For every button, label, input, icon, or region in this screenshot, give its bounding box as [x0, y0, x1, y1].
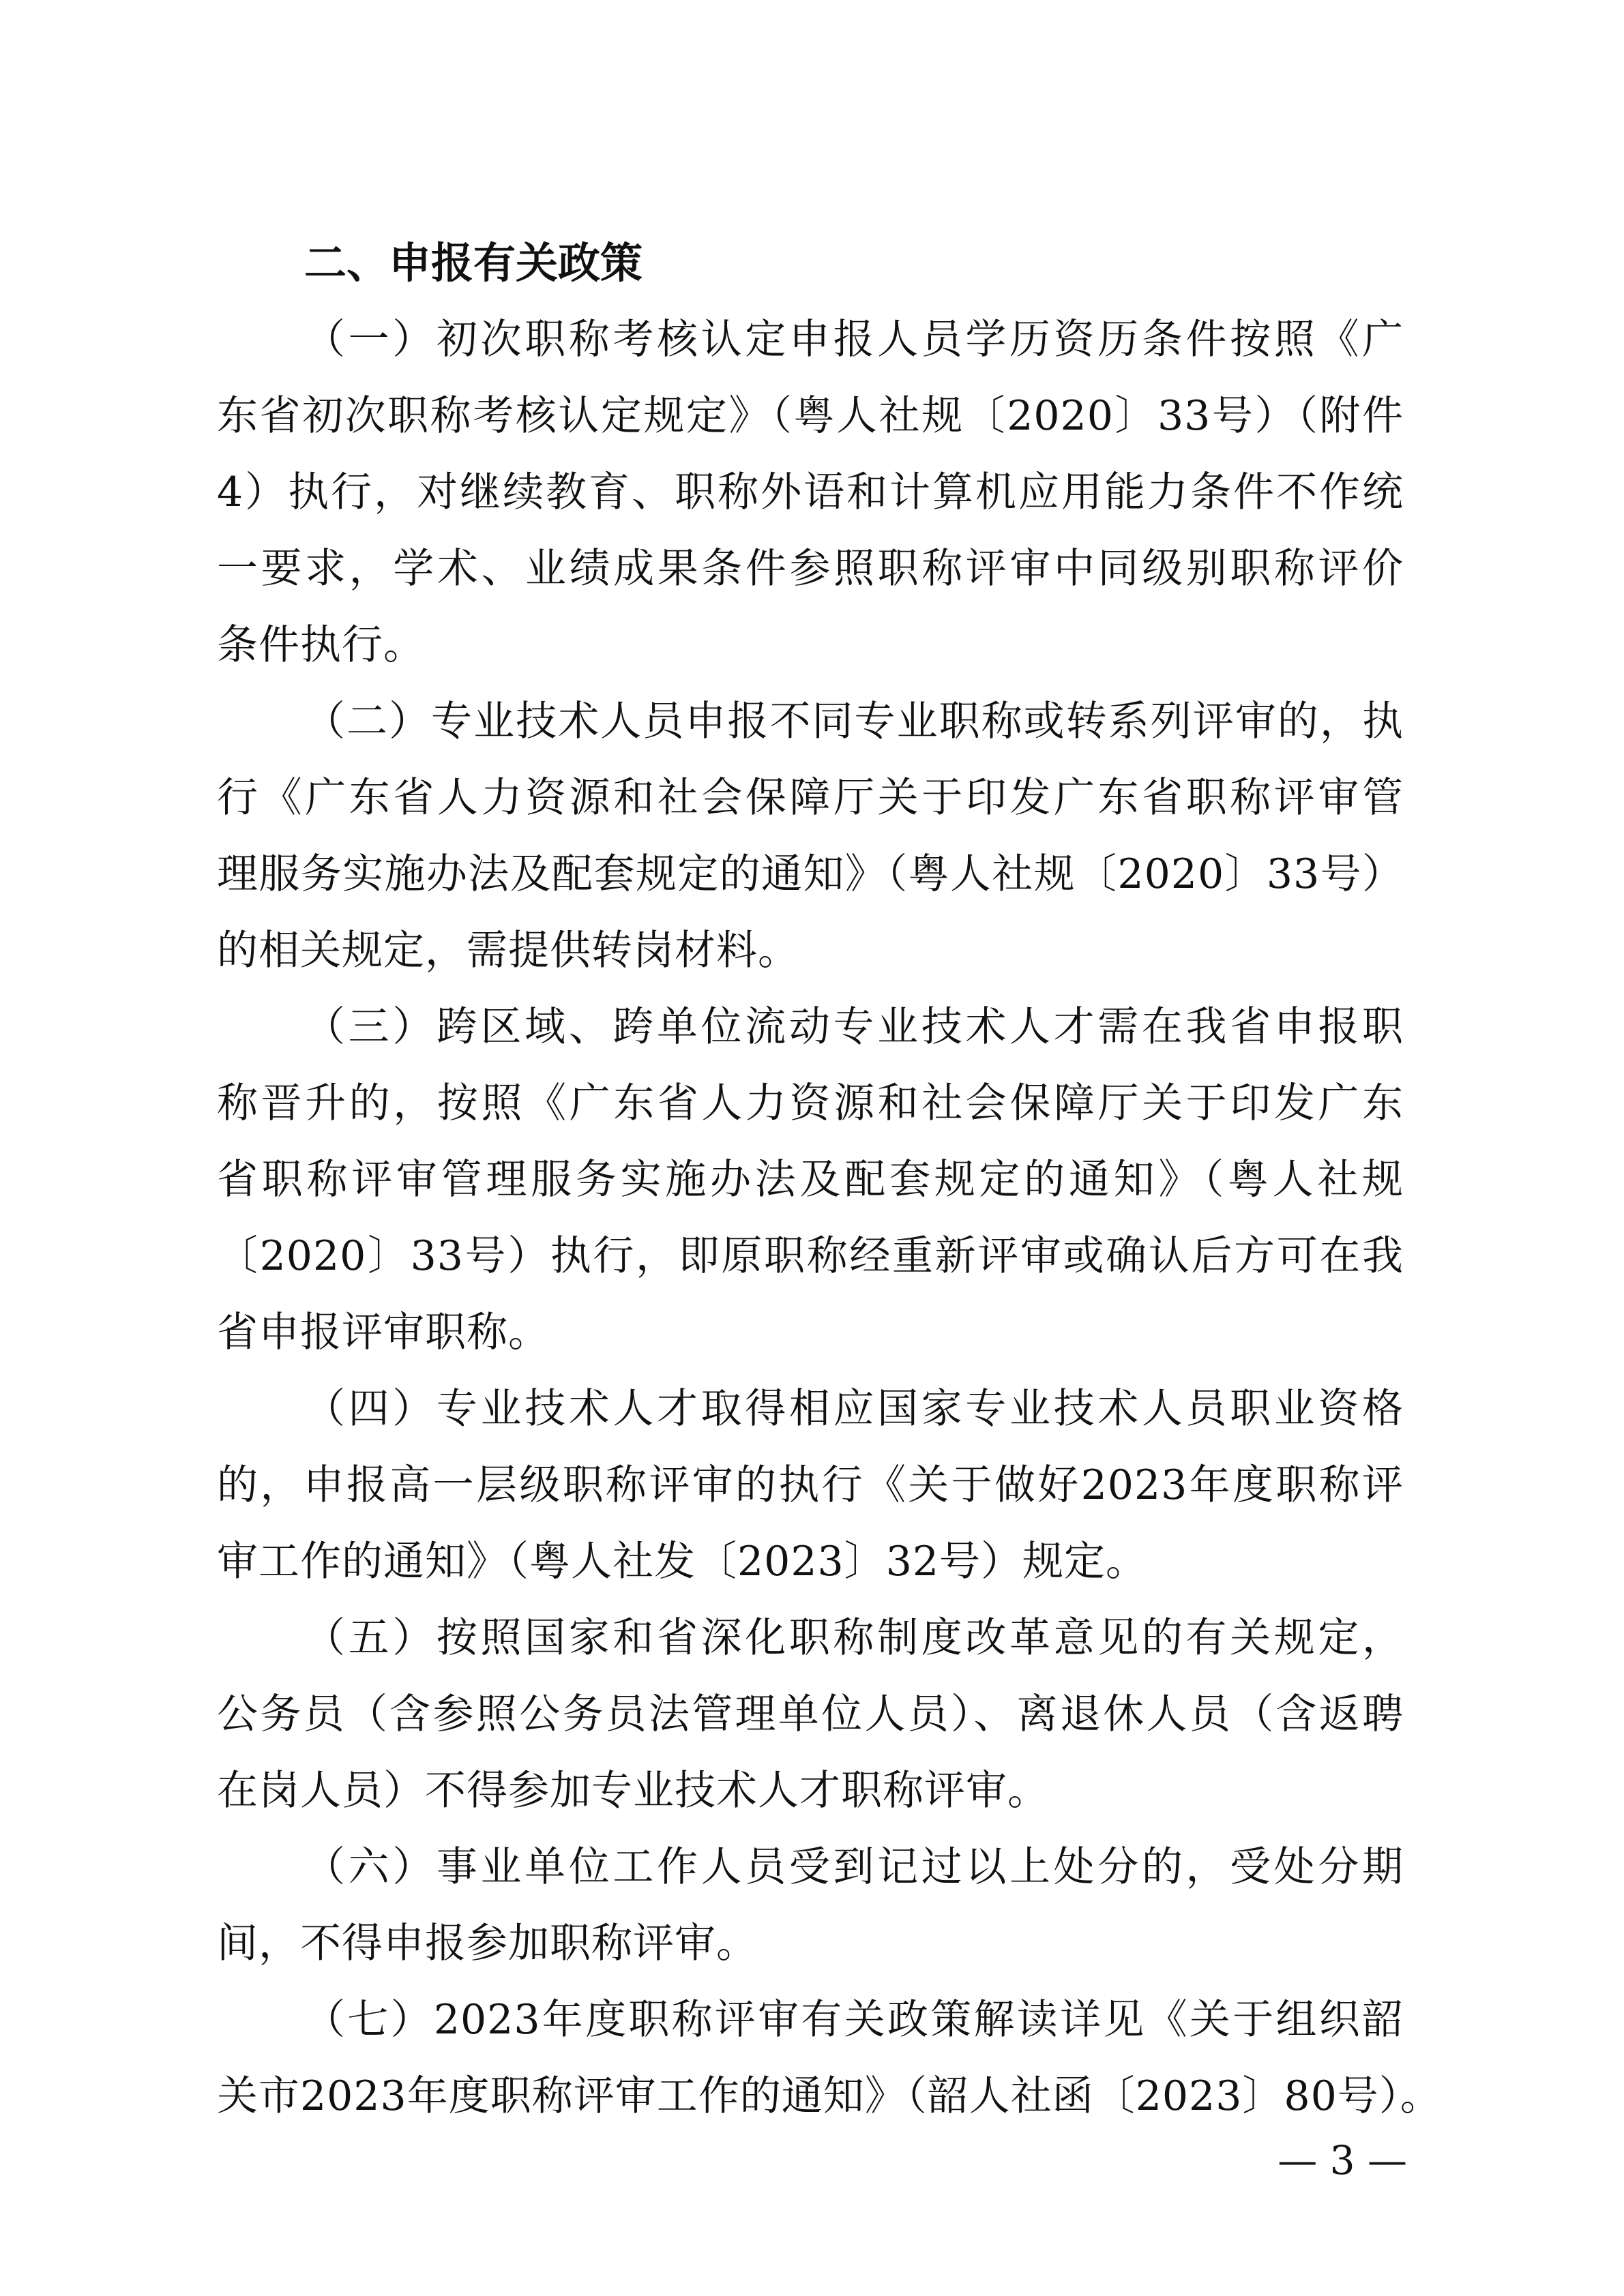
- paragraph-line: （二）专业技术人员申报不同专业职称或转系列评审的，执: [304, 698, 1404, 745]
- paragraph: [217, 1829, 1404, 1982]
- paragraph: [217, 1982, 1442, 2134]
- paragraph-line: （一）初次职称考核认定申报人员学历资历条件按照《广: [304, 316, 1404, 363]
- paragraph-line: 省职称评审管理服务实施办法及配套规定的通知》（粤人社规: [217, 1156, 1404, 1204]
- paragraph-list: [217, 301, 1442, 2134]
- paragraph-line: 〔2020〕33号）执行，即原职称经重新评审或确认后方可在我: [217, 1232, 1404, 1280]
- paragraph-line: （七）2023年度职称评审有关政策解读详见《关于组织韶: [304, 1996, 1404, 2044]
- section-heading: 二、申报有关政策: [304, 238, 643, 288]
- paragraph: [217, 1371, 1404, 1600]
- paragraph: [217, 1600, 1404, 1829]
- paragraph-line: 4）执行，对继续教育、职称外语和计算机应用能力条件不作统: [217, 468, 1404, 516]
- paragraph-line: （四）专业技术人才取得相应国家专业技术人员职业资格: [304, 1385, 1404, 1433]
- paragraph-line: 关市2023年度职称评审工作的通知》（韶人社函〔2023〕80号）。: [217, 2072, 1442, 2120]
- paragraph: [217, 989, 1404, 1371]
- paragraph-line: 公务员（含参照公务员法管理单位人员）、离退休人员（含返聘: [217, 1690, 1404, 1738]
- page-number: — 3 —: [1278, 2137, 1407, 2183]
- paragraph-line: 间，不得申报参加职称评审。: [217, 1920, 758, 1967]
- paragraph-line: 称晋升的，按照《广东省人力资源和社会保障厅关于印发广东: [217, 1079, 1404, 1127]
- paragraph-line: 东省初次职称考核认定规定》（粤人社规〔2020〕33号）（附件: [217, 392, 1404, 440]
- document-body: [217, 225, 1442, 2134]
- paragraph-line: 条件执行。: [217, 621, 425, 669]
- paragraph-line: 在岗人员）不得参加专业技术人才职称评审。: [217, 1767, 1049, 1815]
- paragraph-line: 行《广东省人力资源和社会保障厅关于印发广东省职称评审管: [217, 774, 1404, 822]
- paragraph-line: （三）跨区域、跨单位流动专业技术人才需在我省申报职: [304, 1003, 1404, 1051]
- paragraph-line: 省申报评审职称。: [217, 1309, 550, 1356]
- paragraph-line: 的相关规定，需提供转岗材料。: [217, 927, 799, 974]
- paragraph-line: （五）按照国家和省深化职称制度改革意见的有关规定，: [304, 1614, 1404, 1662]
- paragraph: [217, 683, 1404, 989]
- paragraph-line: 审工作的通知》（粤人社发〔2023〕32号）规定。: [217, 1538, 1148, 1585]
- paragraph-line: 一要求，学术、业绩成果条件参照职称评审中同级别职称评价: [217, 545, 1404, 593]
- paragraph-line: （六）事业单位工作人员受到记过以上处分的，受处分期: [304, 1843, 1404, 1891]
- paragraph-line: 的，申报高一层级职称评审的执行《关于做好2023年度职称评: [217, 1461, 1404, 1509]
- paragraph: [217, 301, 1404, 683]
- paragraph-line: 理服务实施办法及配套规定的通知》（粤人社规〔2020〕33号）: [217, 850, 1404, 898]
